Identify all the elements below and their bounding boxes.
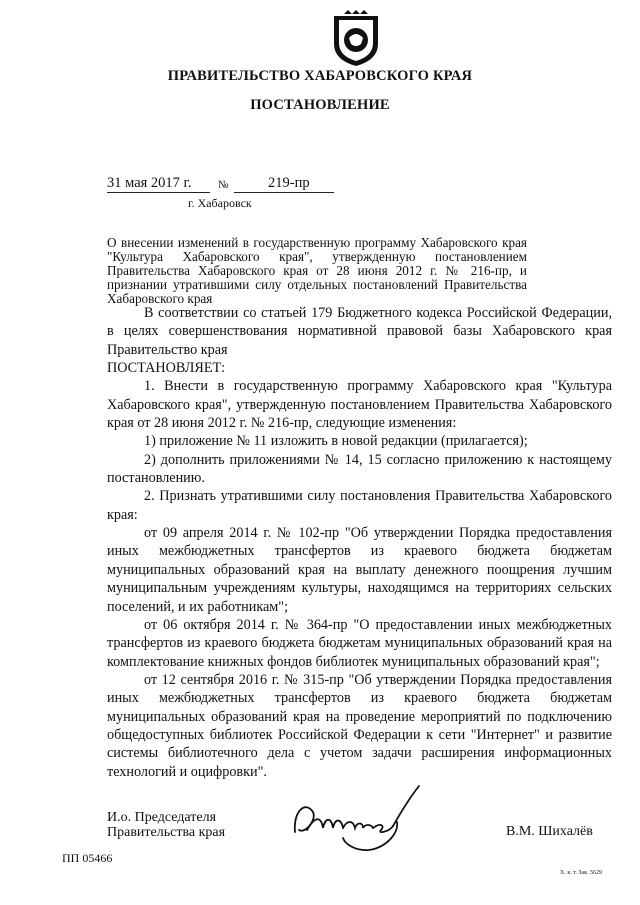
number-underline: [234, 192, 334, 193]
item-1-paragraph: 1. Внести в государственную программу Хабаровского края "Культура Хабаровского края", утвержденную постановлением Правительства Хабаровского края от 28 июня 2012 г. № 216-пр, следующие изменения:: [107, 378, 612, 432]
signatory-name: В.М. Шихалёв: [506, 824, 593, 839]
signatory-title-line-1: И.о. Председателя: [107, 810, 217, 825]
handwritten-signature: [285, 782, 425, 852]
preamble-paragraph: В соответствии со статьей 179 Бюджетного кодекса Российской Федерации, в целях совершенствования нормативной правовой базы Хабаровского края Правительство края: [107, 305, 612, 358]
item-2-paragraph: 2. Признать утратившими силу постановления Правительства Хабаровского края:: [107, 488, 612, 523]
coat-of-arms-icon: [330, 10, 382, 68]
repealed-act-2: от 06 октября 2014 г. № 364-пр "О предоставлении иных межбюджетных трансфертов из краевого бюджета бюджетам муниципальных образований края на комплектование книжных фондов библиотек муниципальных образований края";: [107, 616, 612, 670]
document-subject: О внесении изменений в государственную программу Хабаровского края "Культура Хабаровского края", утвержденную постановлением Правительства Хабаровского края от 28 июня 2012 г. № 216-пр, и признании утратившими силу отдельных постановлений Правительства Хабаровского края: [107, 235, 527, 306]
date-underline: [107, 192, 210, 193]
number-sign: №: [218, 179, 229, 191]
government-title: ПРАВИТЕЛЬСТВО ХАБАРОВСКОГО КРАЯ: [167, 68, 473, 84]
repealed-act-1: от 09 апреля 2014 г. № 102-пр "Об утверждении Порядка предоставления иных межбюджетных трансфертов из краевого бюджета бюджетам муниципальных образований края на выплату денежного поощрения лучшим муниципальным учреждениям культуры, находящимся на территориях сельских поселений, и их работникам";: [107, 525, 612, 615]
signatory-title: [107, 810, 225, 840]
document-date: 31 мая 2017 г.: [107, 175, 192, 191]
document-type-title: ПОСТАНОВЛЕНИЕ: [250, 97, 390, 113]
item-1-2-paragraph: 2) дополнить приложениями № 14, 15 согласно приложению к настоящему постановлению.: [107, 451, 612, 487]
registration-code: ПП 05466: [62, 851, 113, 865]
document-city: г. Хабаровск: [188, 196, 252, 210]
print-order-mark: Х. к. т. Зак. 5629: [560, 870, 603, 876]
repealed-act-3: от 12 сентября 2016 г. № 315-пр "Об утверждении Порядка предоставления иных межбюджетных трансфертов из краевого бюджета бюджетам муниципальных образований края на проведение мероприятий по подключению общедоступных библиотек Российской Федерации к сети "Интернет" и развитие системы библиотечного дела с учетом задачи расширения информационных технологий и оцифровки".: [107, 671, 612, 780]
resolution-keyword: ПОСТАНОВЛЯЕТ:: [107, 360, 226, 377]
document-body: [107, 304, 612, 781]
item-1-1-paragraph: 1) приложение № 11 изложить в новой редакции (прилагается);: [144, 433, 528, 450]
document-number: 219-пр: [268, 175, 310, 191]
signatory-title-line-2: Правительства края: [107, 825, 226, 840]
